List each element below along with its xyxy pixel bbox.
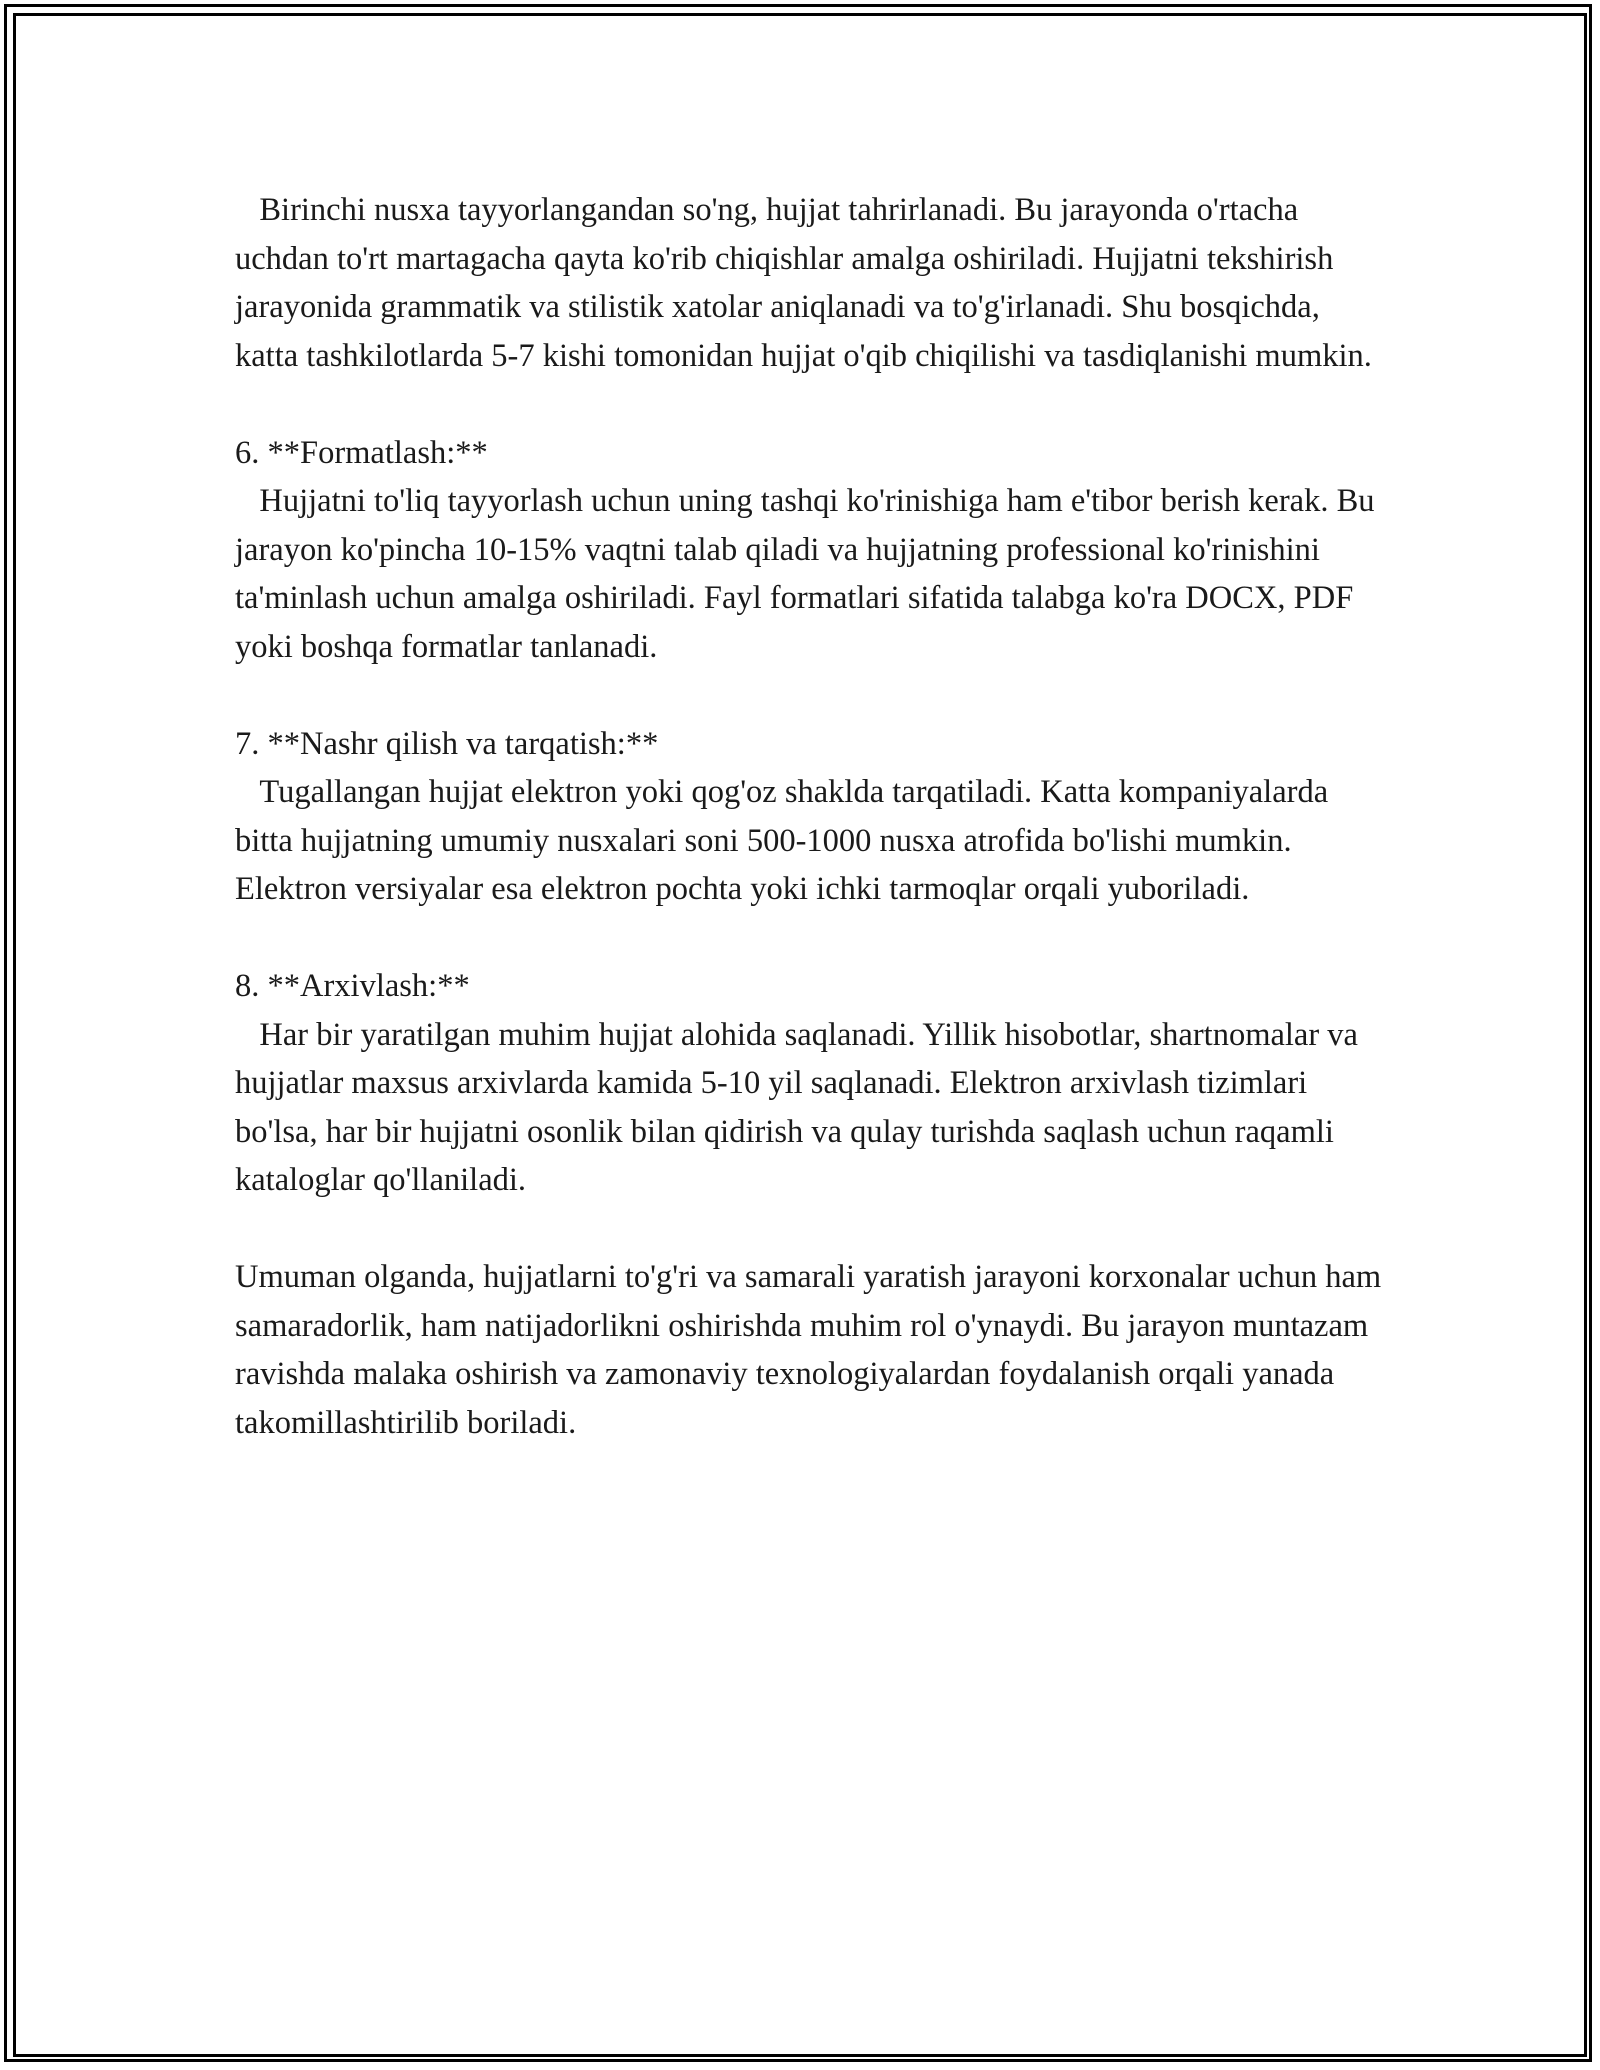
section-heading-publishing: 7. **Nashr qilish va tarqatish:** xyxy=(235,725,659,762)
section-heading-archiving: 8. **Arxivlash:** xyxy=(235,968,470,1004)
section-body-archiving: Har bir yaratilgan muhim hujjat alohida saqlanadi. Yillik hisobotlar, shartnomalar va hujjatlar maxsus arxivlarda kamida 5-10 yil saqlanadi. Elektron arxivlash tizimlari bo'lsa, har bir hujjatni osonlik bilan qidirish va qulay turishda saqlash uchun raqamli kataloglar qo'llaniladi. xyxy=(235,1016,1367,1198)
paragraph-spacer xyxy=(235,1205,1385,1254)
document-body xyxy=(235,186,1390,1447)
section-body-publishing: Tugallangan hujjat elektron yoki qog'oz shakldа tarqatiladi. Katta kompaniyalarda bitta hujjatning umumiy nusxalari soni 500-1000 nusxa atrofida bo'lishi mumkin. Elektron versiyalar esa elektron pochta yoki ichki tarmoqlar orqali yuboriladi. xyxy=(235,774,1337,907)
intro-paragraph: Birinchi nusxa tayyorlangandan so'ng, hujjat tahrirlanadi. Bu jarayonda o'rtacha uchdan to'rt martagacha qayta ko'rib chiqishlar amalga oshiriladi. Hujjatni tekshirish jarayonida grammatik va stilistik xatolar aniqlanadi va to'g'irlanadi. Shu bosqichda, katta tashkilotlarda 5-7 kishi tomonidan hujjat o'qib chiqilishi va tasdiqlanishi mumkin. xyxy=(235,192,1372,374)
section-body-formatting: Hujjatni to'liq tayyorlash uchun uning tashqi ko'rinishiga ham e'tibor berish kerak. Bu jarayon ko'pincha 10-15% vaqtni talab qiladi va hujjatning professional ko'rinishini ta'minlash uchun amalga oshiriladi. Fayl formatlari sifatida talabga ko'ra DOCX, PDF yoki boshqa formatlar tanlanadi. xyxy=(235,483,1383,665)
paragraph-spacer xyxy=(235,380,1385,429)
section-heading-formatting: 6. **Formatlash:** xyxy=(235,434,488,471)
conclusion-paragraph: Umuman olganda, hujjatlarni to'g'ri va samarali yaratish jarayoni korxonalar uchun ham samaradorlik, ham natijadorlikni oshirishda muhim rol o'ynaydi. Bu jarayon muntazam ravishda malaka oshirish va zamonaviy texnologiyalardan foydalanish orqali yanada takomillashtirilib boriladi. xyxy=(235,1259,1390,1441)
paragraph-spacer xyxy=(235,914,1385,963)
paragraph-spacer xyxy=(235,671,1385,720)
